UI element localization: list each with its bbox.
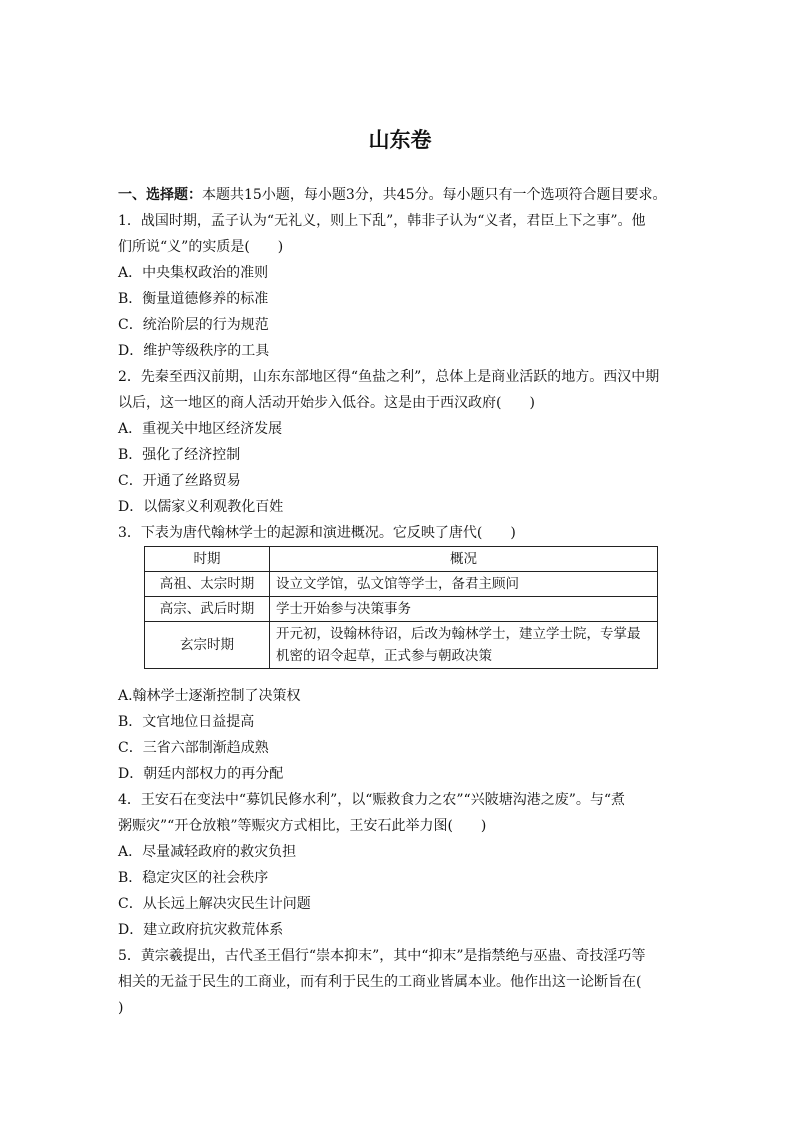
option-a: A．重视关中地区经济发展 bbox=[118, 421, 283, 437]
option-c: C．统治阶层的行为规范 bbox=[118, 317, 269, 333]
hanlin-table bbox=[144, 546, 658, 669]
option-b: B．稳定灾区的社会秩序 bbox=[118, 870, 269, 886]
table-cell-period: 高宗、武后时期 bbox=[145, 597, 270, 622]
option-c: C．三省六部制渐趋成熟 bbox=[118, 740, 269, 756]
table-cell-period: 玄宗时期 bbox=[145, 622, 270, 669]
table-cell-summary bbox=[270, 572, 658, 597]
option-d: D．朝廷内部权力的再分配 bbox=[118, 766, 284, 782]
table-cell-text: 机密的诏令起草，正式参与朝政决策 bbox=[276, 648, 492, 664]
question-stem-line: 粥赈灾”“开仓放粮”等赈灾方式相比，王安石此举力图( ) bbox=[118, 818, 487, 834]
question-2 bbox=[118, 364, 684, 520]
option-d: D．建立政府抗灾救荒体系 bbox=[118, 922, 284, 938]
page-title: 山东卷 bbox=[368, 128, 432, 152]
section-heading bbox=[118, 182, 684, 208]
section-label: 一、选择题： bbox=[118, 187, 202, 203]
table-cell-summary bbox=[270, 597, 658, 622]
table-row bbox=[145, 622, 658, 669]
table-cell-period: 高祖、太宗时期 bbox=[145, 572, 270, 597]
question-1 bbox=[118, 208, 684, 364]
question-stem-line: 1．战国时期，孟子认为“无礼义，则上下乱”，韩非子认为“义者，君臣上下之事”。他 bbox=[118, 213, 646, 229]
option-a: A．中央集权政治的准则 bbox=[118, 265, 269, 281]
option-b: B．文官地位日益提高 bbox=[118, 714, 255, 730]
table-header-summary: 概况 bbox=[270, 547, 658, 572]
option-a: A.翰林学士逐渐控制了决策权 bbox=[118, 688, 301, 704]
option-d: D．以儒家义利观教化百姓 bbox=[118, 499, 284, 515]
table-cell-summary bbox=[270, 622, 658, 669]
table-cell-text: 学士开始参与决策事务 bbox=[276, 601, 411, 617]
question-stem-line: 以后，这一地区的商人活动开始步入低谷。这是由于西汉政府( ) bbox=[118, 395, 535, 411]
exam-content bbox=[118, 182, 684, 1021]
table-row bbox=[145, 597, 658, 622]
question-stem-line: 4．王安石在变法中“募饥民修水利”，以“赈救食力之农”“兴陂塘沟港之废”。与“煮 bbox=[118, 792, 626, 808]
option-b: B．强化了经济控制 bbox=[118, 447, 241, 463]
question-stem-line: 们所说“义”的实质是( ) bbox=[118, 239, 284, 255]
option-d: D．维护等级秩序的工具 bbox=[118, 343, 270, 359]
question-5 bbox=[118, 943, 684, 1021]
table-cell-text: 开元初，设翰林待诏，后改为翰林学士，建立学士院，专掌最 bbox=[276, 626, 641, 642]
table-row bbox=[145, 572, 658, 597]
question-3 bbox=[118, 520, 684, 787]
question-stem-line: ) bbox=[118, 1000, 124, 1016]
question-4 bbox=[118, 787, 684, 943]
option-c: C．开通了丝路贸易 bbox=[118, 473, 241, 489]
question-stem-line: 5．黄宗羲提出，古代圣王倡行“崇本抑末”，其中“抑末”是指禁绝与巫蛊、奇技淫巧等 bbox=[118, 948, 646, 964]
question-stem-line: 3．下表为唐代翰林学士的起源和演进概况。它反映了唐代( ) bbox=[118, 525, 516, 541]
table-cell-text: 设立文学馆，弘文馆等学士，备君主顾问 bbox=[276, 576, 519, 592]
table-header-row bbox=[145, 547, 658, 572]
option-b: B．衡量道德修养的标准 bbox=[118, 291, 269, 307]
option-c: C．从长远上解决灾民生计问题 bbox=[118, 896, 311, 912]
section-description: 本题共15小题，每小题3分，共45分。每小题只有一个选项符合题目要求。 bbox=[202, 187, 667, 203]
table-header-period: 时期 bbox=[145, 547, 270, 572]
option-a: A．尽量减轻政府的救灾负担 bbox=[118, 844, 297, 860]
question-stem-line: 相关的无益于民生的工商业，而有利于民生的工商业皆属本业。他作出这一论断旨在( bbox=[118, 974, 642, 990]
question-stem-line: 2．先秦至西汉前期，山东东部地区得“鱼盐之利”，总体上是商业活跃的地方。西汉中期 bbox=[118, 369, 660, 385]
